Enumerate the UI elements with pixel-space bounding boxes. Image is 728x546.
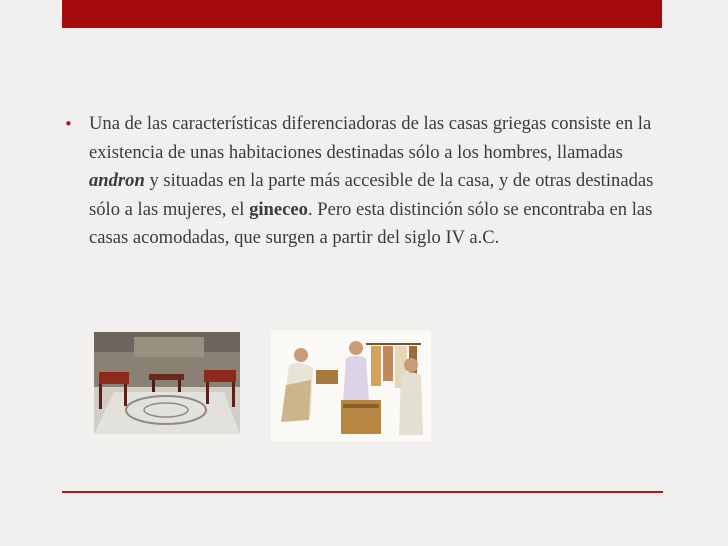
bullet-icon: • — [64, 115, 73, 133]
text-part-1: Una de las características diferenciadoras de las casas griegas consiste en la existencia de unas habitaciones destinadas sólo a los hombres, llamadas — [89, 113, 652, 163]
gineceo-women-image — [271, 330, 431, 441]
body-paragraph — [89, 110, 654, 253]
term-andron: andron — [89, 170, 145, 191]
term-gineceo: gineceo — [249, 198, 308, 220]
top-accent-bar — [62, 0, 662, 28]
text-part-2: y situadas en la parte más accesible de la casa, y de otras destinadas sólo a las mujeres, el — [89, 170, 654, 220]
andron-room-image — [94, 332, 240, 434]
text-part-3: . Pero esta distinción sólo se encontraba en las casas acomodadas, que surgen a partir del siglo IV a.C. — [89, 198, 653, 248]
slide-text — [64, 110, 654, 253]
bottom-divider — [62, 491, 663, 493]
